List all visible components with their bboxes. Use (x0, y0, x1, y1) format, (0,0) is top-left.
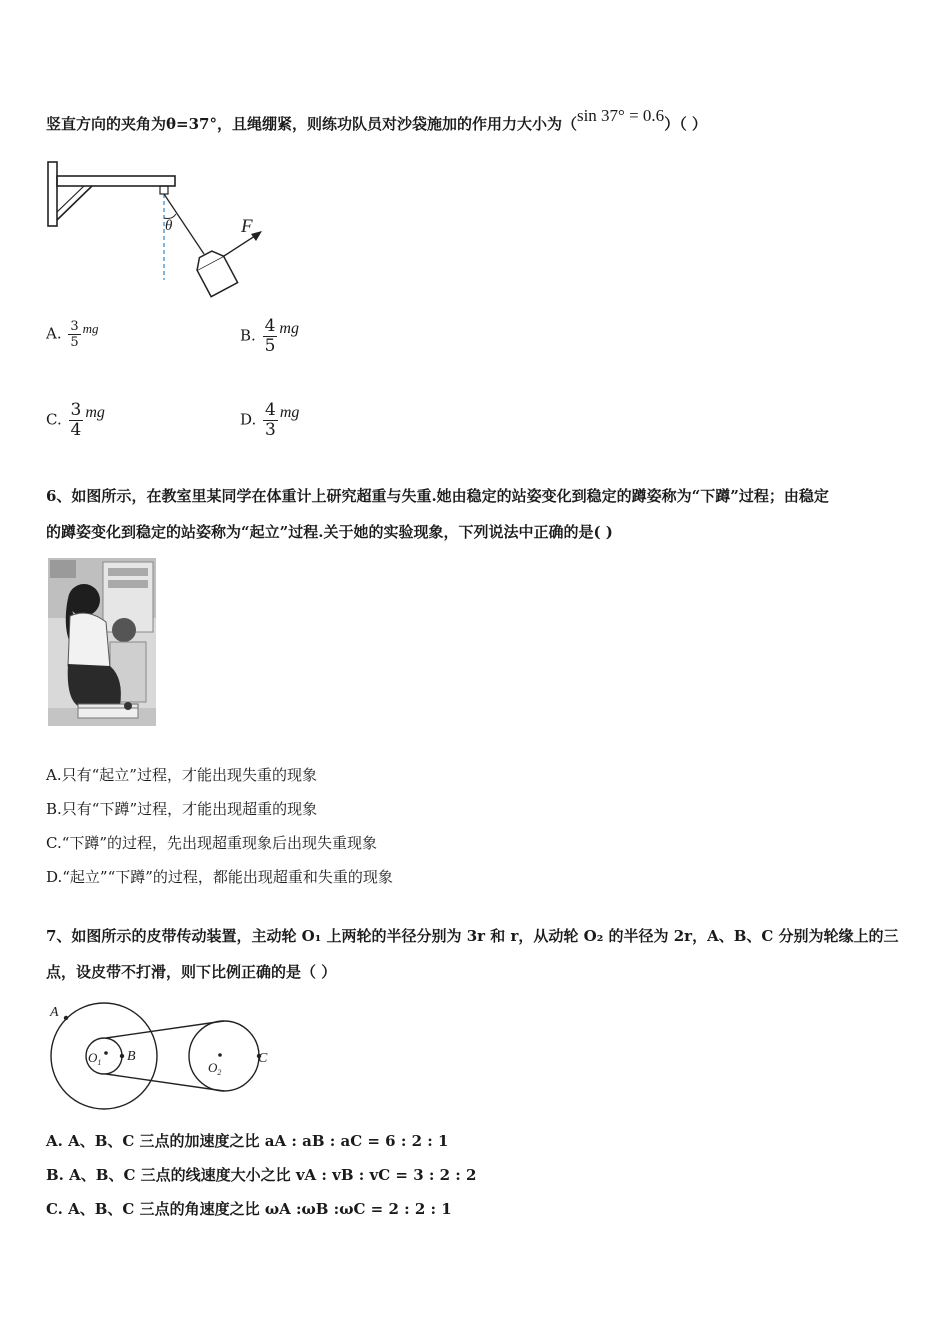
q6-stem-line2: 的蹲姿变化到稳定的站姿称为“起立”过程.关于她的实验现象，下列说法中正确的是( ) (46, 523, 613, 541)
q7-label-c: C (258, 1051, 268, 1066)
q7-stem-line2: 点，设皮带不打滑，则下比例正确的是（ ） (46, 963, 337, 981)
unit: mg (279, 403, 300, 421)
q5-angle-label: θ (165, 218, 173, 234)
q7-option-a[interactable]: A. A、B、C 三点的加速度之比 aA : aB : aC = 6 : 2 : 1 (46, 1132, 449, 1150)
q5-formula: sin 37° = 0.6 (576, 106, 665, 125)
q7-option-b[interactable]: B. A、B、C 三点的线速度大小之比 vA : vB : vC = 3 : 2 : 2 (46, 1166, 477, 1184)
unit: mg (82, 320, 99, 336)
q7-label-o1: $O_1$ (88, 1050, 102, 1067)
q5-option-d[interactable] (240, 402, 299, 439)
option-letter: D. (240, 410, 257, 429)
q5-option-c[interactable] (46, 402, 105, 439)
option-letter: C. (46, 410, 62, 429)
q7-label-b: B (127, 1049, 136, 1064)
q7-belt-figure (44, 998, 284, 1116)
option-letter: A. (46, 324, 62, 343)
q5-force-label: F (241, 216, 253, 237)
q6-stem-line1: 6、如图所示，在教室里某同学在体重计上研究超重与失重.她由稳定的站姿变化到稳定的蹲姿称为“下蹲”过程；由稳定 (46, 487, 829, 505)
q7-label-a: A (50, 1005, 59, 1020)
fraction: $\frac{3}{4}$ (70, 400, 82, 440)
fraction: $\frac{3}{5}$ (70, 319, 79, 350)
q6-option-c[interactable]: C.“下蹲”的过程，先出现超重现象后出现失重现象 (46, 834, 378, 852)
unit: mg (85, 403, 105, 421)
q7-stem-line1: 7、如图所示的皮带传动装置，主动轮 O₁ 上两轮的半径分别为 3r 和 r，从动轮 O₂ 的半径为 2r，A、B、C 分别为轮缘上的三 (46, 927, 899, 945)
option-letter: B. (240, 326, 256, 345)
fraction: $\frac{4}{3}$ (265, 400, 276, 440)
q6-option-d[interactable]: D.“起立”“下蹲”的过程，都能出现超重和失重的现象 (46, 868, 393, 886)
q7-label-o2: $O_2$ (208, 1060, 222, 1077)
q5-option-a[interactable] (46, 320, 99, 349)
q6-option-b[interactable]: B.只有“下蹲”过程，才能出现超重的现象 (46, 800, 318, 818)
q6-photo (48, 558, 156, 726)
q5-stem-line (46, 106, 707, 134)
q6-option-a[interactable]: A.只有“起立”过程，才能出现失重的现象 (46, 766, 317, 784)
fraction: $\frac{4}{5}$ (264, 316, 276, 356)
q5-stem: 竖直方向的夹角为θ=37°，且绳绷紧，则练功队员对沙袋施加的作用力大小为（ (46, 115, 577, 133)
unit: mg (279, 319, 299, 337)
q7-option-c[interactable]: C. A、B、C 三点的角速度之比 ωA :ωB :ωC = 2 : 2 : 1 (46, 1200, 452, 1218)
q5-sandbag-figure (44, 158, 274, 303)
q5-stem-end: ）（ ） (664, 115, 707, 133)
q5-option-b[interactable] (240, 318, 299, 355)
